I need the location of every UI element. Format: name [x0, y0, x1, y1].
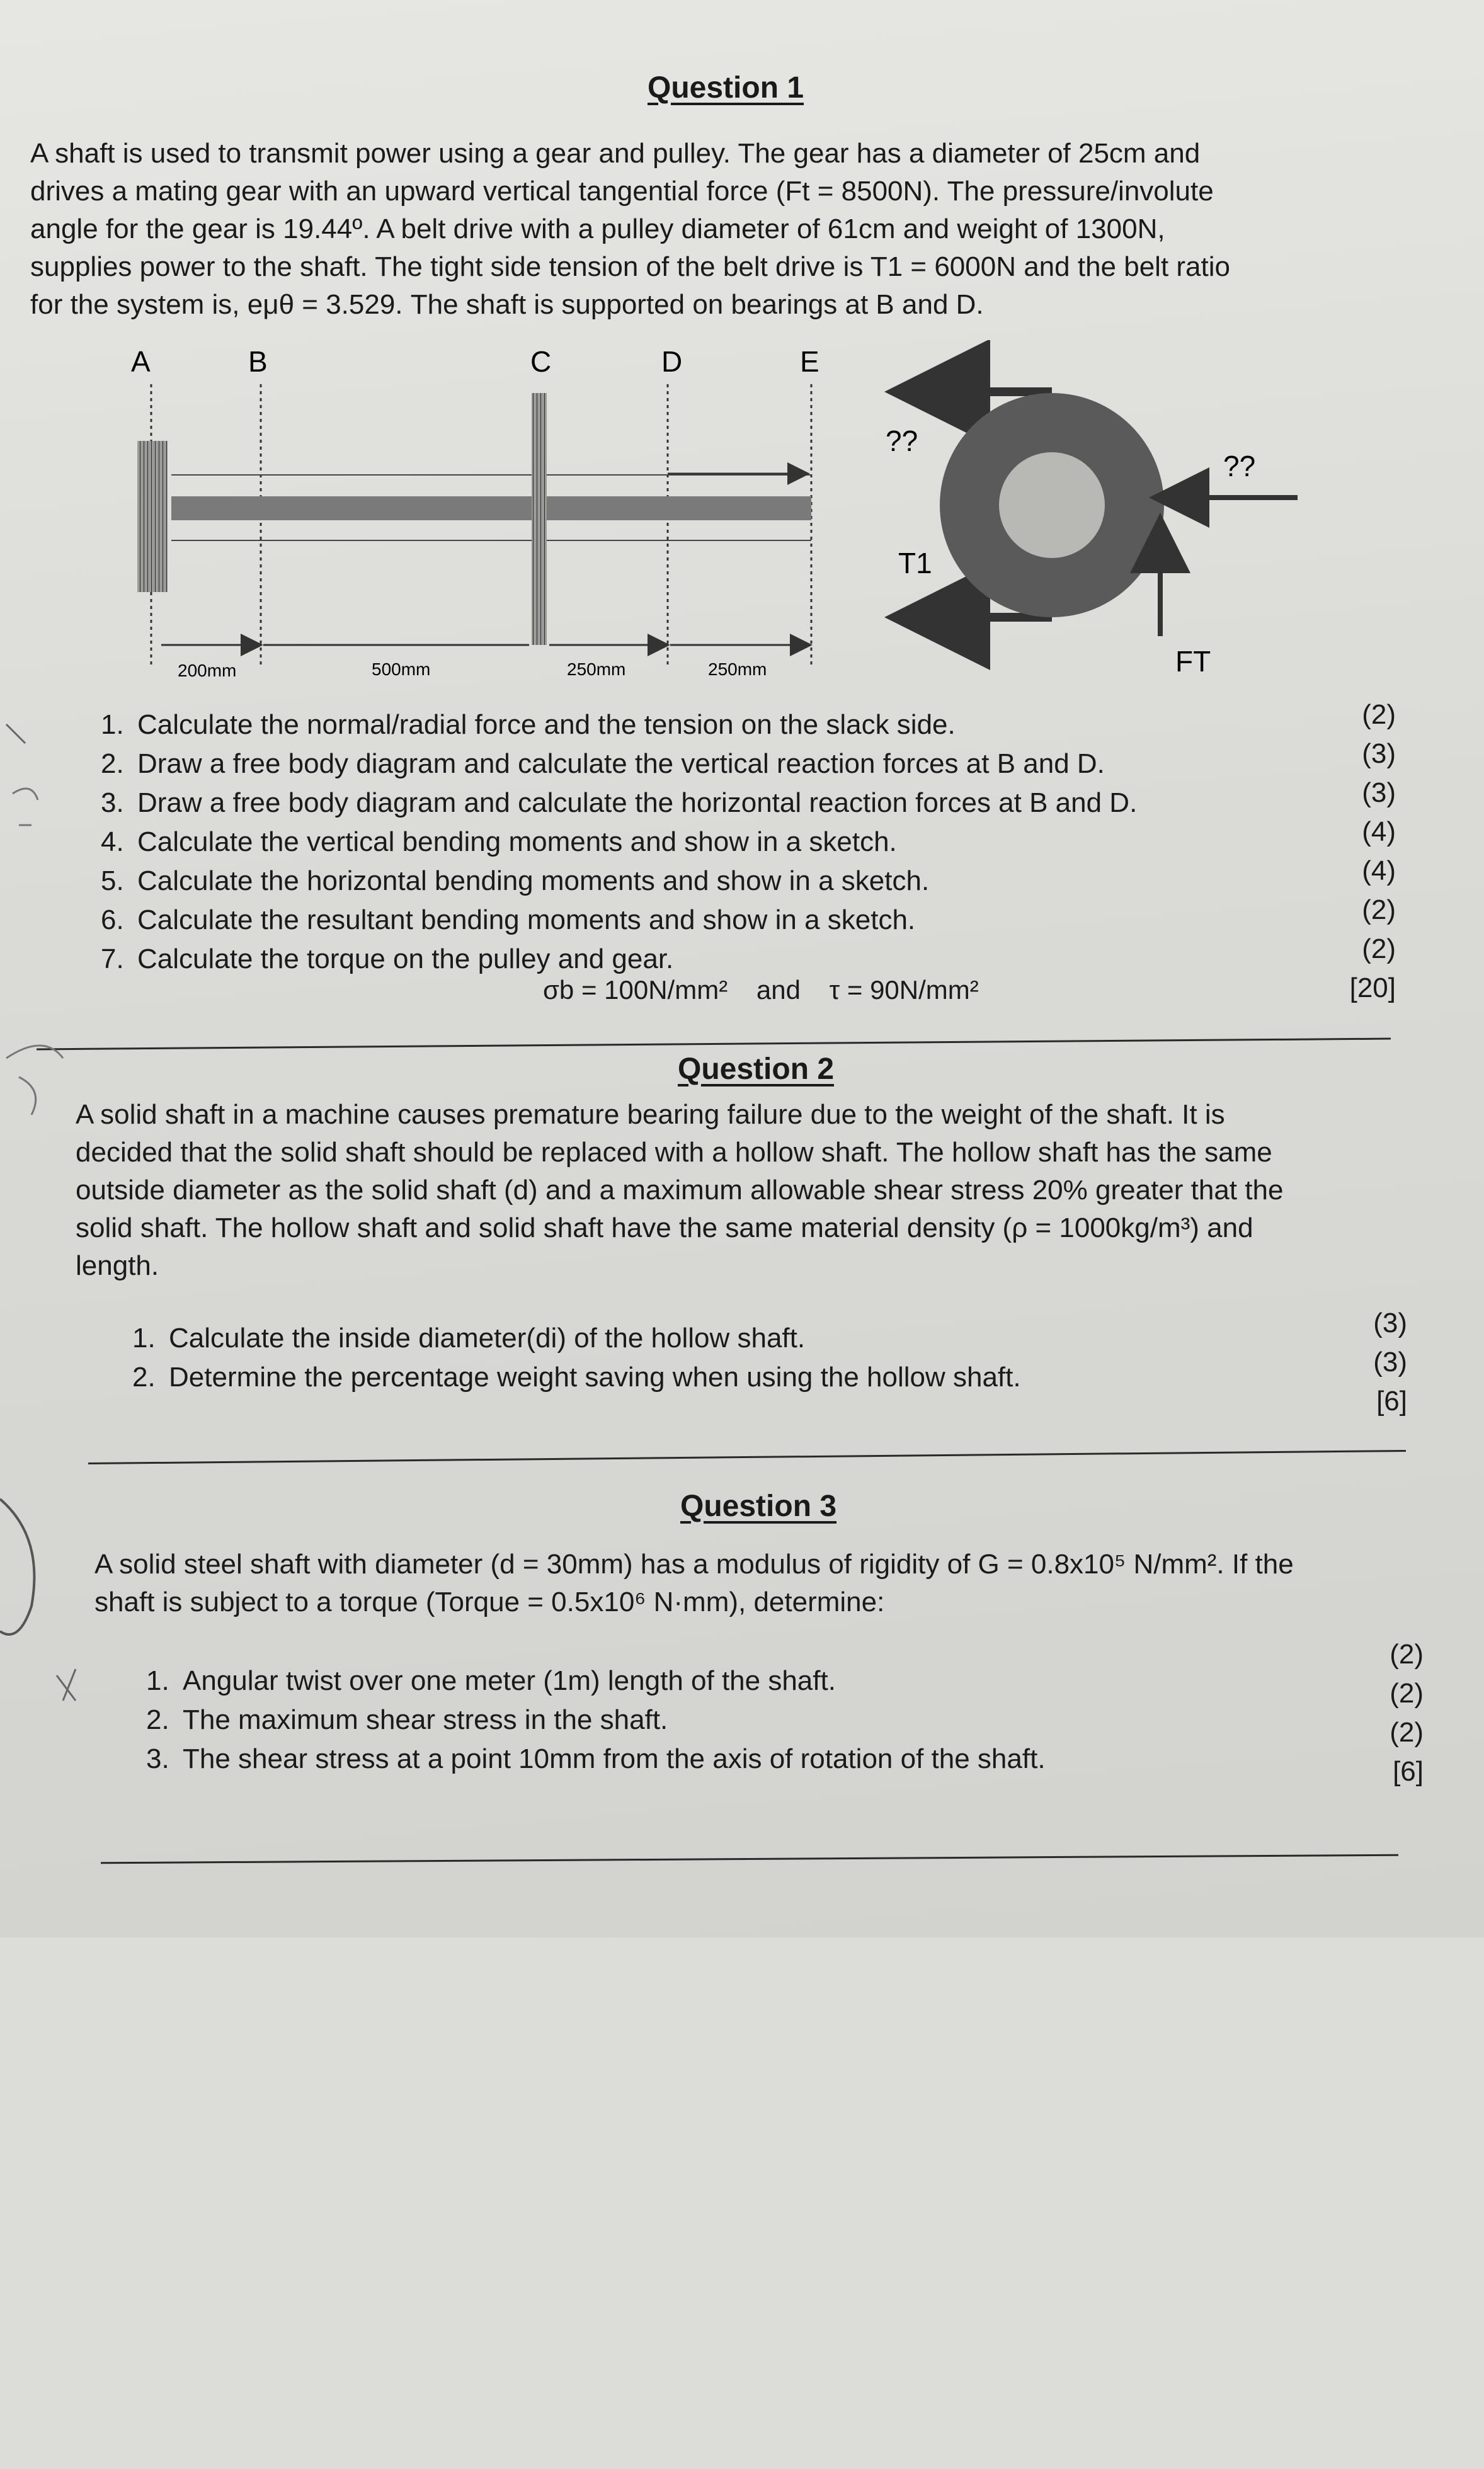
- q1-mark: (2): [1362, 894, 1396, 925]
- q1-item: [101, 940, 1137, 979]
- q1-item-text: Draw a free body diagram and calculate the vertical reaction forces at B and D.: [137, 748, 1105, 779]
- q1-mark: (4): [1362, 816, 1396, 847]
- q1-mark: (2): [1362, 933, 1396, 964]
- q1-item: [101, 744, 1137, 784]
- q3-item-text: The maximum shear stress in the shaft.: [183, 1704, 668, 1735]
- q1-mark: (2): [1362, 699, 1396, 730]
- q1-intro: [30, 135, 1441, 324]
- point-label-b: B: [248, 345, 268, 378]
- q2-intro-line: solid shaft. The hollow shaft and solid shaft have the same material density (ρ = 1000kg/m³) and: [76, 1212, 1253, 1243]
- q2-marks: [1338, 1304, 1407, 1421]
- dim-cd: 250mm: [567, 659, 626, 679]
- q1-item-num: 6.: [101, 904, 124, 935]
- pulley-hub: [999, 452, 1105, 558]
- q2-intro: [76, 1096, 1455, 1285]
- q1-questions: [101, 705, 1137, 979]
- q2-questions: [132, 1319, 1021, 1397]
- margin-scribbles: [0, 705, 88, 2469]
- q3-intro-line: A solid steel shaft with diameter (d = 30mm) has a modulus of rigidity of G = 0.8x10⁵ N/mm². If the: [94, 1549, 1294, 1580]
- pulley-a: [137, 441, 168, 592]
- section-lines: [151, 384, 811, 668]
- q1-item: [101, 823, 1137, 862]
- q3-mark: (2): [1390, 1717, 1424, 1748]
- q1-item-num: 2.: [101, 748, 124, 779]
- point-label-a: A: [131, 345, 151, 378]
- shear-stress: τ = 90N/mm²: [829, 975, 979, 1005]
- bending-stress: σb = 100N/mm²: [543, 975, 728, 1005]
- q1-item-num: 3.: [101, 787, 124, 818]
- divider-bottom: [101, 1854, 1398, 1864]
- point-label-e: E: [800, 345, 819, 378]
- point-label-c: C: [530, 345, 552, 378]
- shaft: [171, 496, 811, 520]
- divider-q1-q2: [37, 1038, 1391, 1051]
- q3-item: [146, 1701, 1046, 1740]
- q1-intro-line: A shaft is used to transmit power using a gear and pulley. The gear has a diameter of 25cm and: [30, 138, 1201, 169]
- q1-item-text: Calculate the torque on the pulley and gear.: [137, 944, 674, 974]
- q3-mark: (2): [1390, 1639, 1424, 1670]
- q3-intro: [94, 1546, 1468, 1621]
- q1-intro-line: for the system is, eμθ = 3.529. The shaft is supported on bearings at B and D.: [30, 289, 984, 320]
- q1-item-num: 5.: [101, 865, 124, 896]
- q2-mark: (3): [1373, 1308, 1407, 1338]
- q3-title: Question 3: [680, 1490, 837, 1523]
- gear-c: [532, 393, 547, 645]
- q2-intro-line: A solid shaft in a machine causes premature bearing failure due to the weight of the shaft. It is: [76, 1099, 1225, 1130]
- pulley-unknown-right: ??: [1223, 450, 1256, 482]
- q3-item-num: 2.: [146, 1704, 169, 1735]
- q3-item-text: Angular twist over one meter (1m) length of the shaft.: [183, 1665, 836, 1696]
- q3-mark: (2): [1390, 1678, 1424, 1709]
- dim-ab: 200mm: [178, 661, 237, 680]
- dim-bc: 500mm: [372, 659, 431, 679]
- point-label-d: D: [661, 345, 683, 378]
- q3-intro-line: shaft is subject to a torque (Torque = 0.5x10⁶ N·mm), determine:: [94, 1587, 885, 1617]
- q2-intro-line: length.: [76, 1250, 159, 1281]
- dim-de: 250mm: [708, 659, 767, 679]
- q1-item-text: Calculate the resultant bending moments and show in a sketch.: [137, 904, 916, 935]
- q1-item-text: Calculate the horizontal bending moments and show in a sketch.: [137, 865, 930, 896]
- q2-intro-line: outside diameter as the solid shaft (d) and a maximum allowable shear stress 20% greater that the: [76, 1175, 1284, 1206]
- q2-title: Question 2: [678, 1052, 835, 1086]
- q3-item: [146, 1662, 1046, 1701]
- q1-intro-line: drives a mating gear with an upward vertical tangential force (Ft = 8500N). The pressure/involute: [30, 176, 1214, 207]
- q1-mark: (3): [1362, 777, 1396, 808]
- stress-and: and: [756, 975, 801, 1005]
- q1-item-text: Calculate the vertical bending moments and show in a sketch.: [137, 826, 897, 857]
- q1-item-num: 4.: [101, 826, 124, 857]
- q3-marks: [1354, 1635, 1424, 1791]
- q2-item-num: 2.: [132, 1362, 156, 1393]
- q1-item: [101, 862, 1137, 901]
- q2-item-num: 1.: [132, 1323, 156, 1354]
- divider-q2-q3: [88, 1450, 1406, 1464]
- shaft-diagram: [113, 340, 1335, 693]
- q1-mark: (3): [1362, 738, 1396, 769]
- q3-item-text: The shear stress at a point 10mm from the axis of rotation of the shaft.: [183, 1743, 1046, 1774]
- q1-item-text: Draw a free body diagram and calculate the horizontal reaction forces at B and D.: [137, 787, 1138, 818]
- q1-item: [101, 901, 1137, 940]
- force-label: FT: [1175, 645, 1211, 678]
- allowable-stresses: [543, 975, 1000, 1005]
- q1-total: [20]: [1349, 972, 1396, 1003]
- q2-item: [132, 1319, 1021, 1358]
- q1-intro-line: angle for the gear is 19.44º. A belt drive with a pulley diameter of 61cm and weight of 1300N,: [30, 214, 1165, 244]
- q1-intro-line: supplies power to the shaft. The tight side tension of the belt drive is T1 = 6000N and the belt ratio: [30, 251, 1230, 282]
- q1-marks: [1327, 695, 1396, 1008]
- q1-item: [101, 784, 1137, 823]
- q3-item: [146, 1740, 1046, 1779]
- q3-questions: [146, 1662, 1046, 1779]
- q2-item-text: Calculate the inside diameter(di) of the hollow shaft.: [169, 1323, 806, 1354]
- tension-label: T1: [898, 547, 932, 579]
- q2-total: [6]: [1376, 1386, 1407, 1417]
- q1-item-num: 1.: [101, 709, 124, 740]
- pulley-unknown-top: ??: [886, 425, 918, 457]
- q2-item-text: Determine the percentage weight saving when using the hollow shaft.: [169, 1362, 1021, 1393]
- q2-mark: (3): [1373, 1347, 1407, 1377]
- q2-item: [132, 1358, 1021, 1397]
- q1-title: Question 1: [648, 71, 804, 105]
- q1-item: [101, 705, 1137, 744]
- q1-item-text: Calculate the normal/radial force and the tension on the slack side.: [137, 709, 956, 740]
- q3-item-num: 3.: [146, 1743, 169, 1774]
- q1-item-num: 7.: [101, 944, 124, 974]
- q3-item-num: 1.: [146, 1665, 169, 1696]
- q3-total: [6]: [1393, 1756, 1424, 1787]
- q2-intro-line: decided that the solid shaft should be replaced with a hollow shaft. The hollow shaft has the same: [76, 1137, 1272, 1168]
- q1-mark: (4): [1362, 855, 1396, 886]
